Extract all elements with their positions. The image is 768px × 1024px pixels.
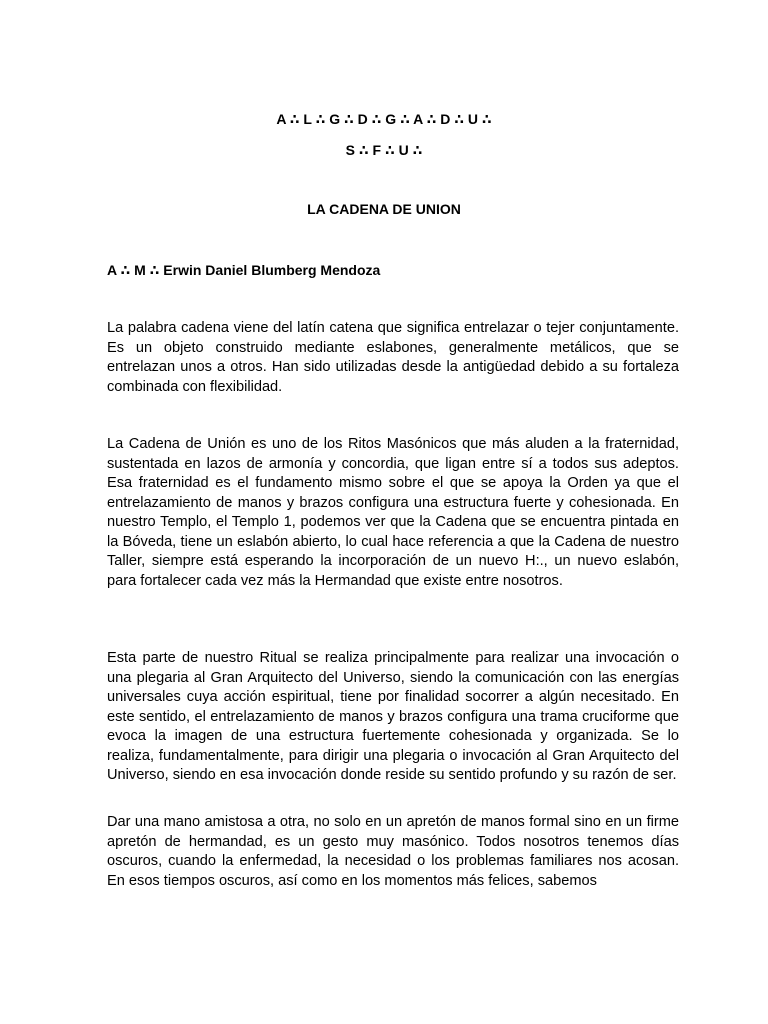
author-line: A ∴ M ∴ Erwin Daniel Blumberg Mendoza [107, 262, 381, 278]
paragraph-4: Dar una mano amistosa a otra, no solo en un apretón de manos formal sino en un firme apretón de hermandad, es un gesto muy masónico. Todos nosotros tenemos días oscuros, cuando la enfermedad, la necesidad o los problemas familiares nos acosan. En esos tiempos oscuros, así como en los momentos más felices, sabemos [107, 814, 679, 889]
paragraph-1: La palabra cadena viene del latín catena que significa entrelazar o tejer conjuntamente. Es un objeto construido mediante eslabones, generalmente metálicos, que se entrelazan unos a otros. Han sido utilizadas desde la antigüedad debido a su fortaleza combinada con flexibilidad. [107, 320, 679, 395]
paragraph-2: La Cadena de Unión es uno de los Ritos Masónicos que más aluden a la fraternidad, sustentada en lazos de armonía y concordia, que ligan entre sí a todos sus adeptos. Esa fraternidad es el fundamento mismo sobre el que se apoya la Orden ya que el entrelazamiento de manos y brazos configura una estructura fuerte y cohesionada. En nuestro Templo, el Templo 1, podemos ver que la Cadena que se encuentra pintada en la Bóveda, tiene un eslabón abierto, lo cual hace referencia a que la Cadena de nuestro Taller, siempre está esperando la incorporación de un nuevo H:., un nuevo eslabón, para fortalecer cada vez más la Hermandad que existe entre nosotros. [107, 436, 679, 589]
header-lodge: S ∴ F ∴ U ∴ [345, 142, 423, 158]
paragraph-3: Esta parte de nuestro Ritual se realiza principalmente para realizar una invocación o una plegaria al Gran Arquitecto del Universo, siendo la comunicación con las energías universales cuya acción espiritual, tiene por finalidad socorrer a algún necesitado. En este sentido, el entrelazamiento de manos y brazos configura una trama cruciforme que evoca la imagen de una estructura fuertemente cohesionada y organizada. Se lo realiza, fundamentalmente, para dirigir una plegaria o invocación al Gran Arquitecto del Universo, siendo en esa invocación donde reside su sentido profundo y su razón de ser. [107, 650, 679, 783]
document-title: LA CADENA DE UNION [307, 201, 461, 217]
header-invocation: A ∴ L ∴ G ∴ D ∴ G ∴ A ∴ D ∴ U ∴ [276, 111, 492, 127]
